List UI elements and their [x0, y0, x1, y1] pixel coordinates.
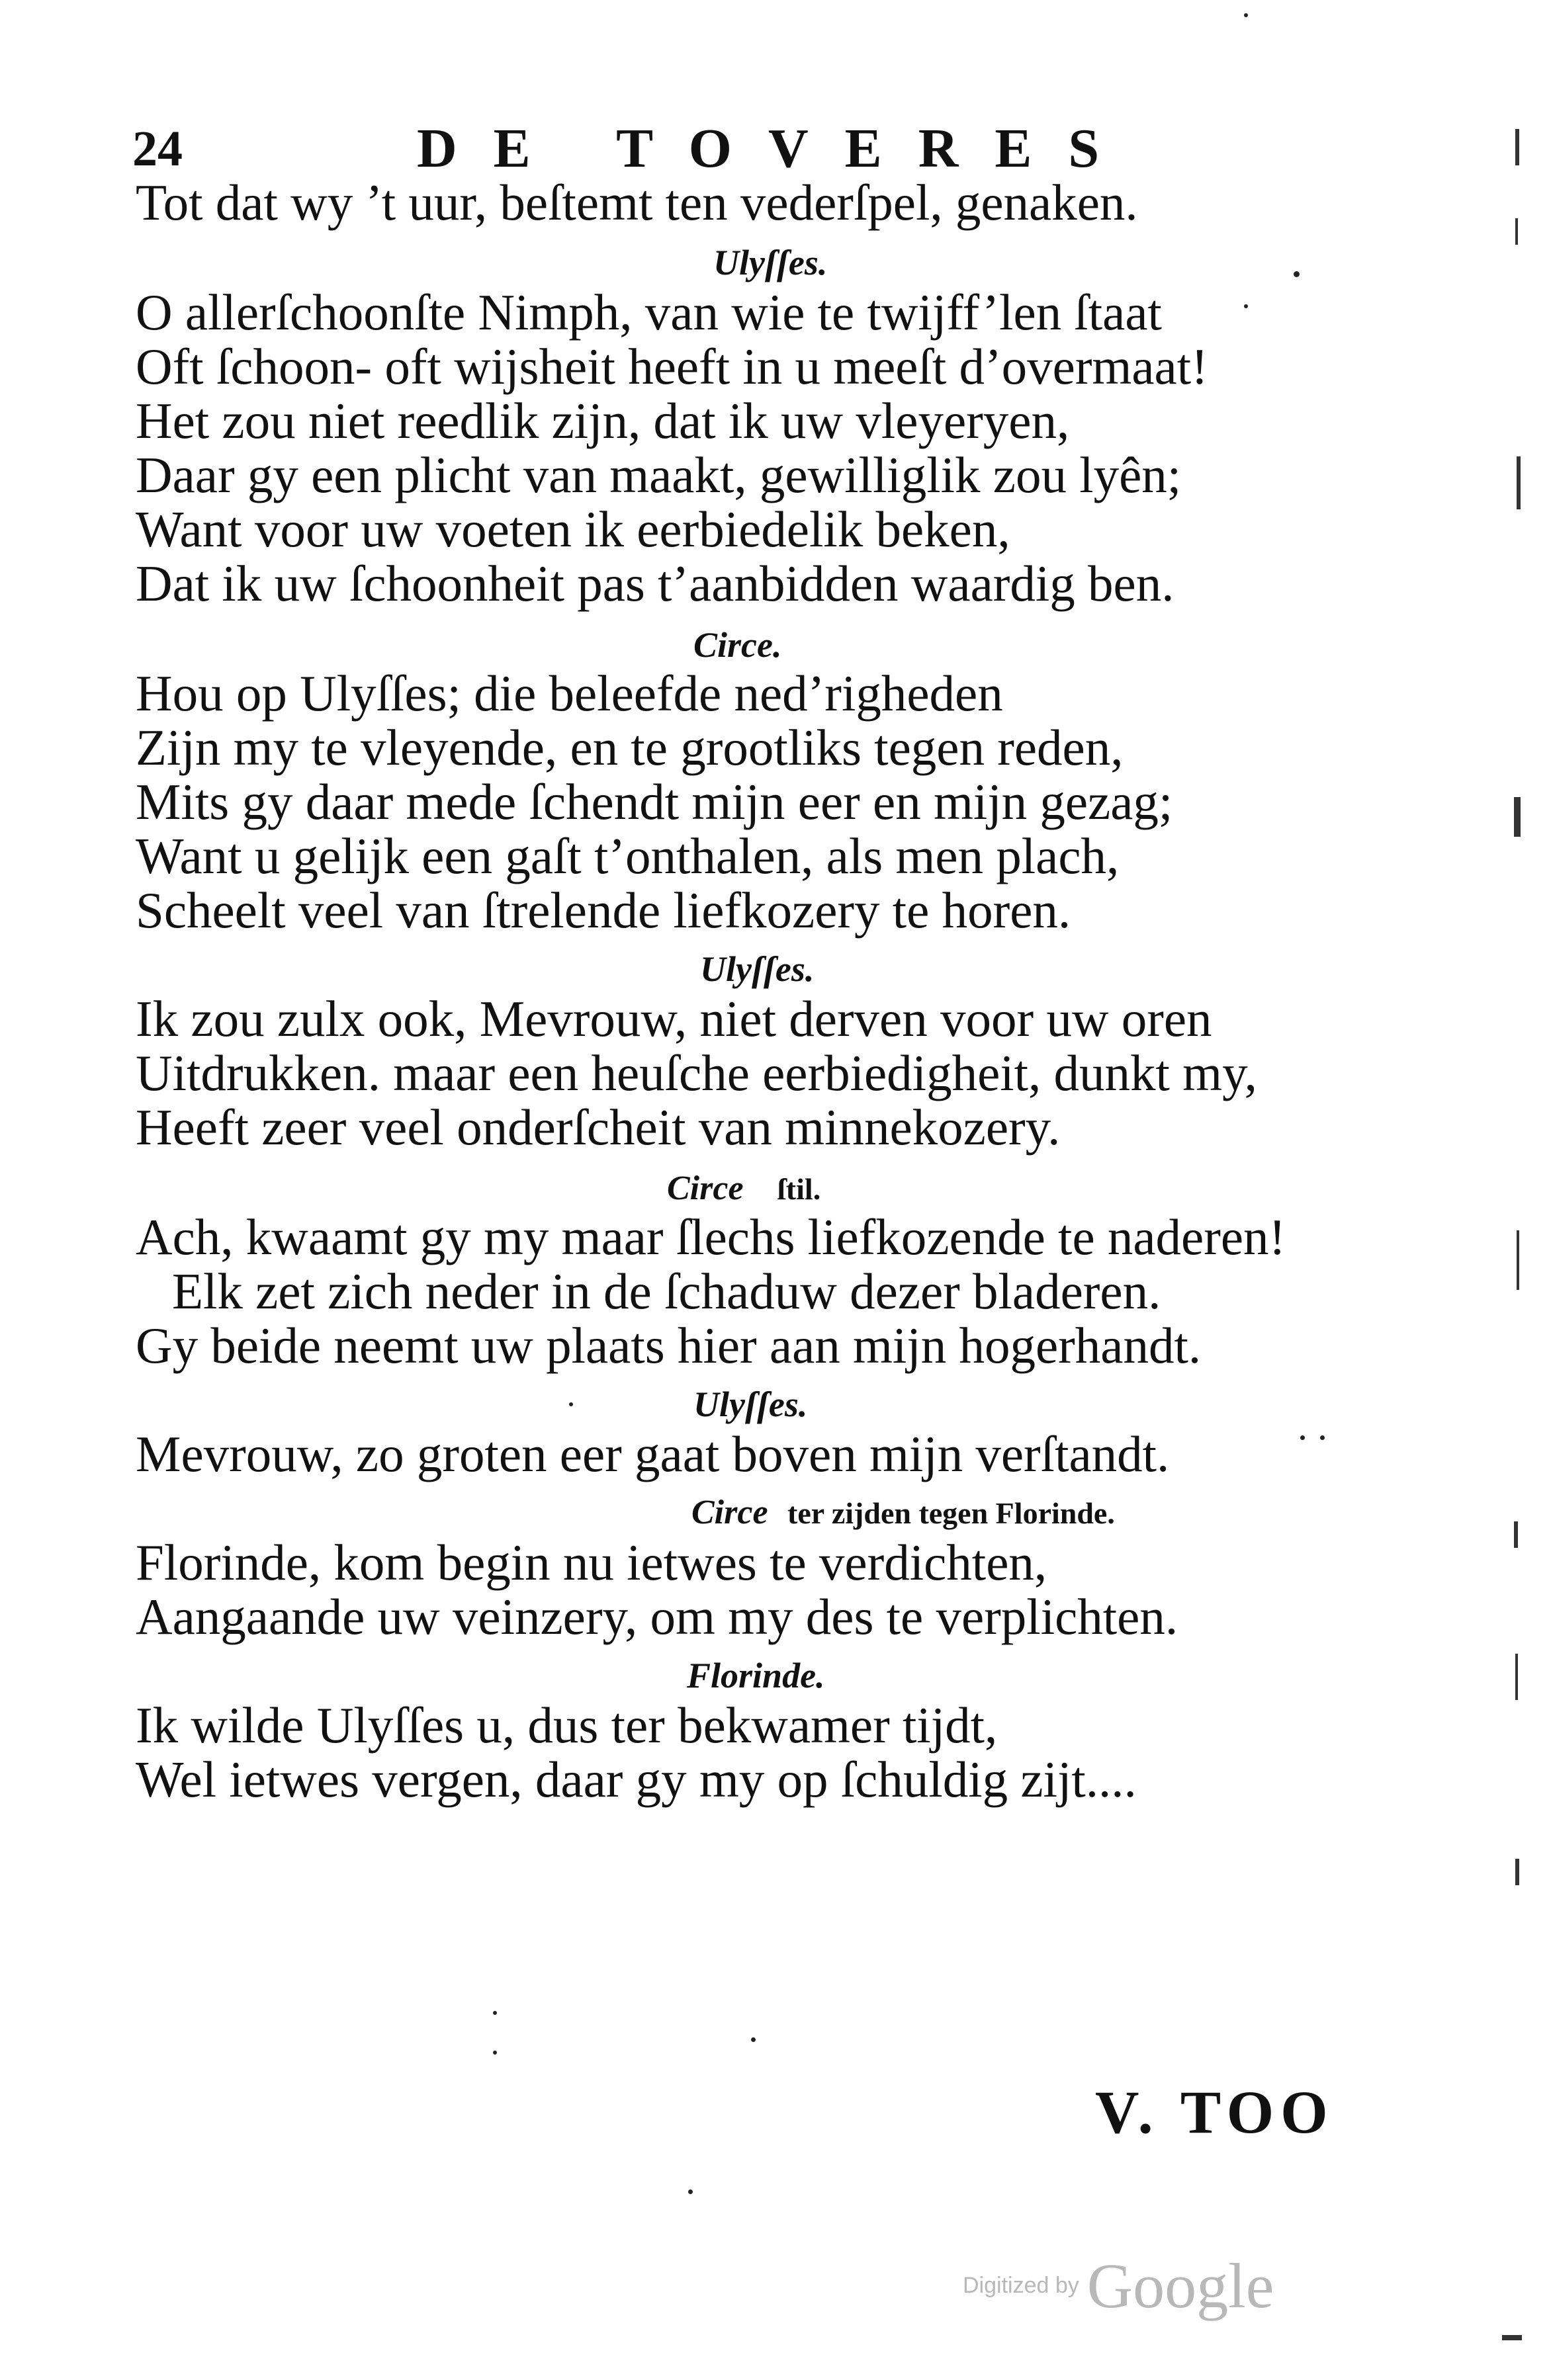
verse-line: Daar gy een plicht van maakt, gewilliglik zou lyên; — [136, 446, 1182, 503]
edge-mark — [1502, 2335, 1522, 2340]
ink-speck — [493, 2051, 497, 2055]
digitized-by-google-watermark — [963, 2249, 1274, 2322]
verse-line: Het zou niet reedlik zijn, dat ik uw vleyeryen, — [136, 392, 1070, 449]
speaker-ulysses: Ulyſſes. — [693, 1384, 808, 1424]
digitized-by-text: Digitized by — [963, 2273, 1079, 2298]
verse-line: Mits gy daar mede ſchendt mijn eer en mijn gezag; — [136, 773, 1173, 830]
ink-speck — [1320, 1435, 1325, 1440]
verse-line: Elk zet zich neder in de ſchaduw dezer bladeren. — [172, 1263, 1161, 1320]
speaker-ulysses: Ulyſſes. — [700, 949, 815, 989]
edge-mark — [1514, 1521, 1518, 1548]
ink-speck — [493, 2011, 497, 2015]
stage-direction — [691, 1490, 1115, 1537]
google-logo: Google — [1086, 2250, 1274, 2321]
verse-line: Dat ik uw ſchoonheit pas t’aanbidden waardig ben. — [136, 555, 1174, 612]
edge-mark — [1515, 129, 1519, 165]
catchword: V. TOO — [1095, 2078, 1335, 2146]
verse-line: Mevrouw, zo groten eer gaat boven mijn verſtandt. — [136, 1425, 1170, 1482]
verse-line: Uitdrukken. maar een heuſche eerbiedigheit, dunkt my, — [136, 1044, 1257, 1101]
ink-speck — [688, 2189, 693, 2194]
stage-direction-text: ſtil. — [777, 1172, 821, 1206]
running-title: DE TOVERES — [417, 118, 1136, 179]
speaker-florinde: Florinde. — [687, 1656, 825, 1695]
stage-direction-text: ter zijden tegen Florinde. — [787, 1496, 1115, 1530]
verse-line: Florinde, kom begin nu ietwes te verdichten, — [136, 1534, 1047, 1591]
stage-direction — [667, 1166, 820, 1212]
verse-line: O allerſchoonſte Nimph, van wie te twijff’len ſtaat — [136, 284, 1162, 341]
ink-speck — [1294, 271, 1300, 277]
verse-line: Heeft zeer veel onderſcheit van minnekozery. — [136, 1099, 1061, 1156]
verse-line: Zijn my te vleyende, en te grootliks tegen reden, — [136, 719, 1124, 776]
verse-line: Gy beide neemt uw plaats hier aan mijn hogerhandt. — [136, 1317, 1202, 1374]
verse-line: Ik zou zulx ook, Mevrouw, niet derven voor uw oren — [136, 990, 1212, 1047]
edge-mark — [1514, 797, 1521, 837]
speaker-ulysses: Ulyſſes. — [713, 243, 828, 282]
speaker-circe: Circe. — [693, 625, 782, 665]
verse-line: Oft ſchoon- oft wijsheit heeft in u meeſt d’overmaat! — [136, 338, 1208, 395]
verse-line: Want u gelijk een gaſt t’onthalen, als men plach, — [136, 828, 1120, 884]
verse-line: Aangaande uw veinzery, om my des te verplichten. — [136, 1588, 1178, 1645]
ink-speck — [1244, 13, 1248, 17]
edge-mark — [1515, 1654, 1518, 1700]
ink-speck — [569, 1402, 573, 1406]
edge-mark — [1517, 456, 1521, 509]
edge-mark — [1515, 1859, 1519, 1885]
edge-mark — [1517, 1230, 1519, 1290]
verse-line: Tot dat wy ’t uur, beſtemt ten vederſpel, genaken. — [136, 174, 1138, 231]
verse-line: Scheelt veel van ſtrelende liefkozery te horen. — [136, 882, 1071, 939]
verse-line: Ach, kwaamt gy my maar ſlechs liefkozende te naderen! — [136, 1209, 1286, 1265]
verse-line: Wel ietwes vergen, daar gy my op ſchuldig zijt.... — [136, 1751, 1137, 1808]
speaker-circe: Circe — [691, 1494, 768, 1531]
verse-line: Ik wilde Ulyſſes u, dus ter bekwamer tijdt, — [136, 1697, 998, 1754]
speaker-circe: Circe — [667, 1169, 744, 1207]
ink-speck — [751, 2037, 756, 2042]
edge-mark — [1515, 218, 1518, 245]
ink-speck — [1300, 1435, 1305, 1440]
ink-speck — [1244, 304, 1248, 308]
verse-line: Want voor uw voeten ik eerbiedelik beken, — [136, 501, 1010, 558]
page-number: 24 — [132, 121, 183, 177]
verse-line: Hou op Ulyſſes; die beleefde ned’righeden — [136, 665, 1003, 722]
